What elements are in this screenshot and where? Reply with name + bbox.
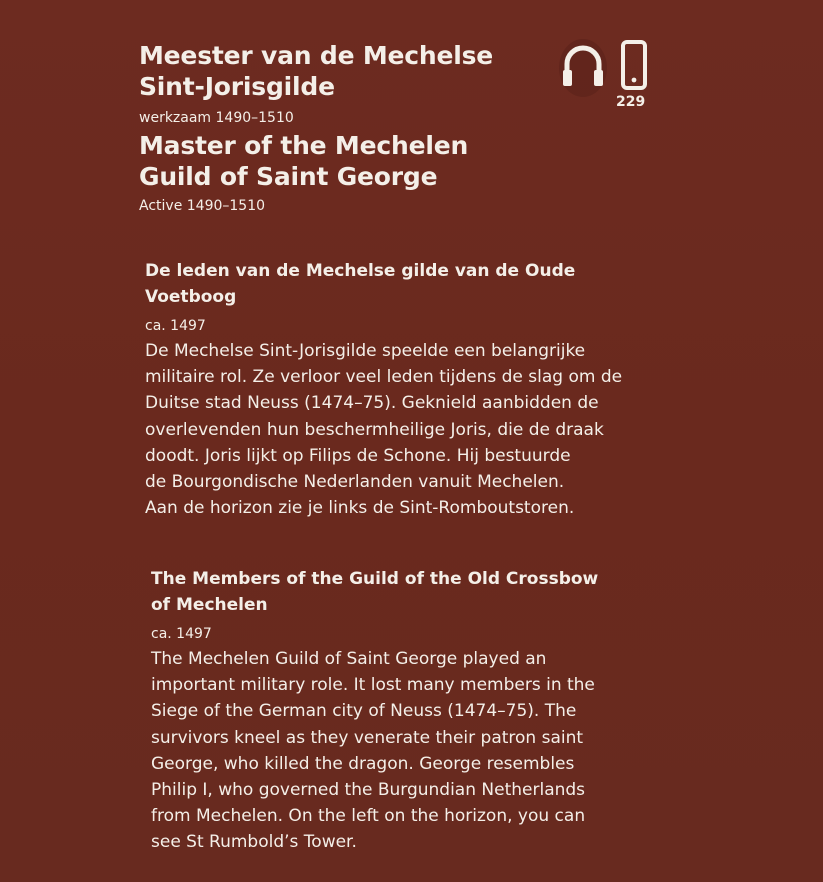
artist-name-en-line2: Guild of Saint George bbox=[139, 162, 438, 191]
description-en-line: George, who killed the dragon. George resembles bbox=[151, 753, 575, 774]
artist-name-nl-line1: Meester van de Mechelse bbox=[139, 41, 494, 70]
description-en-line: Siege of the German city of Neuss (1474–75). The bbox=[151, 701, 577, 722]
description-en bbox=[151, 646, 671, 856]
artwork-date-en: ca. 1497 bbox=[151, 626, 212, 642]
phone-icon bbox=[620, 40, 648, 90]
description-nl-line: De Mechelse Sint-Jorisgilde speelde een belangrijke bbox=[145, 341, 586, 361]
description-en-line: important military role. It lost many members in the bbox=[151, 675, 595, 696]
artist-name-en bbox=[139, 130, 579, 192]
artwork-title-en bbox=[151, 566, 671, 618]
artist-name-nl bbox=[139, 40, 579, 102]
active-dates-en: Active 1490–1510 bbox=[139, 198, 266, 214]
artwork-title-nl-line1: De leden van de Mechelse gilde van de Oude bbox=[145, 261, 576, 281]
artwork-title-en-line1: The Members of the Guild of the Old Crossbow bbox=[151, 569, 599, 589]
description-nl-line: Aan de horizon zie je links de Sint-Romboutstoren. bbox=[145, 498, 575, 519]
artist-name-nl-line2: Sint-Jorisgilde bbox=[139, 72, 335, 101]
description-nl-line: militaire rol. Ze verloor veel leden tijdens de slag om de bbox=[145, 367, 623, 388]
description-nl-line: Duitse stad Neuss (1474–75). Geknield aanbidden de bbox=[145, 393, 599, 414]
audio-guide-badge bbox=[558, 38, 658, 118]
description-en-line: The Mechelen Guild of Saint George played an bbox=[151, 649, 547, 669]
artist-name-en-line1: Master of the Mechelen bbox=[139, 131, 469, 160]
description-en-line: Philip I, who governed the Burgundian Netherlands bbox=[151, 780, 586, 801]
description-nl-line: de Bourgondische Nederlanden vanuit Mechelen. bbox=[145, 472, 565, 493]
description-en-line: survivors kneel as they venerate their patron saint bbox=[151, 727, 584, 748]
active-dates-nl: werkzaam 1490–1510 bbox=[139, 110, 294, 126]
artwork-date-nl: ca. 1497 bbox=[145, 318, 206, 334]
audio-guide-number: 229 bbox=[616, 94, 646, 110]
description-en-line: see St Rumbold’s Tower. bbox=[151, 832, 357, 853]
headphones-icon bbox=[558, 38, 608, 98]
dutch-description bbox=[145, 258, 665, 521]
description-nl-line: doodt. Joris lijkt op Filips de Schone. Hij bestuurde bbox=[145, 445, 571, 466]
description-en-line: from Mechelen. On the left on the horizon, you can bbox=[151, 806, 586, 827]
english-description bbox=[151, 566, 671, 856]
description-nl-line: overlevenden hun beschermheilige Joris, die de draak bbox=[145, 419, 604, 440]
artwork-title-en-line2: of Mechelen bbox=[151, 595, 268, 615]
artwork-title-nl-line2: Voetboog bbox=[145, 287, 237, 307]
artist-header bbox=[139, 40, 579, 214]
description-nl bbox=[145, 338, 665, 521]
artwork-title-nl bbox=[145, 258, 665, 310]
